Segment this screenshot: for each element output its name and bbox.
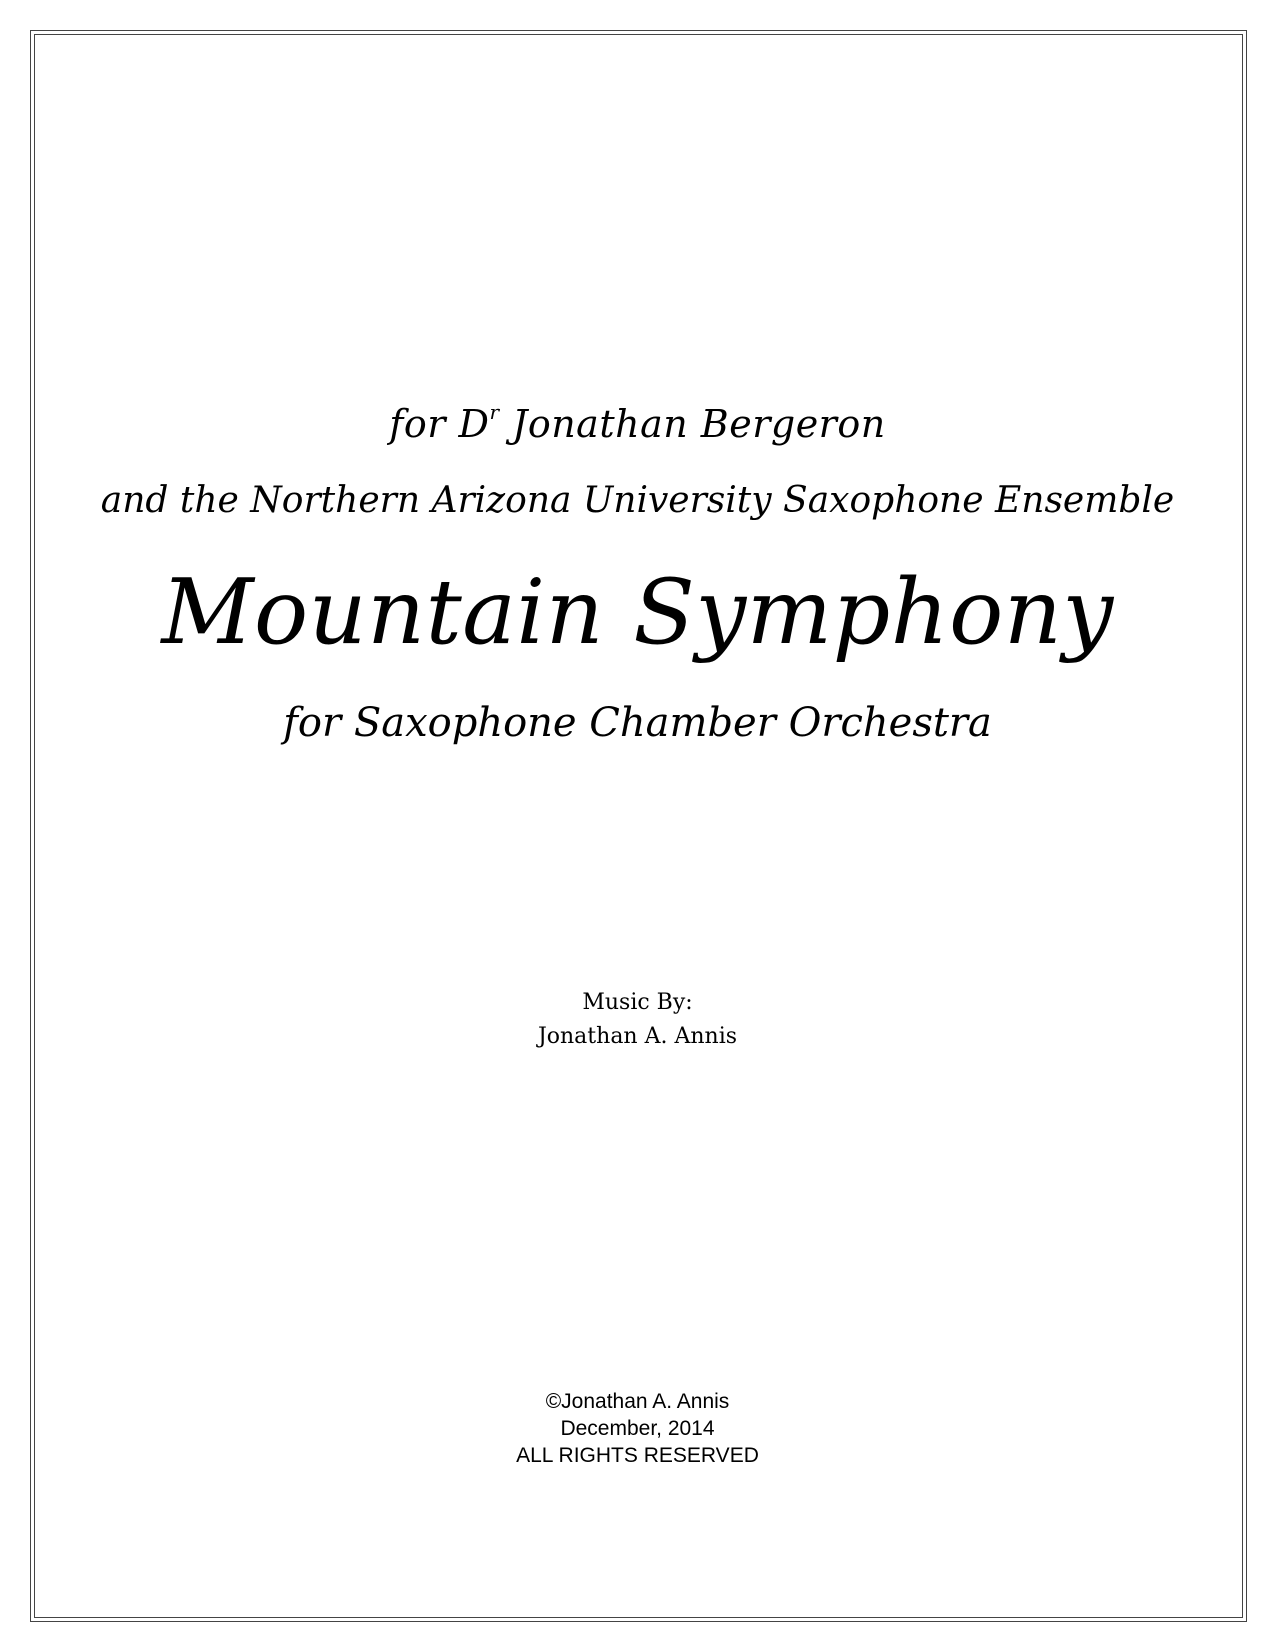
- dedication-line-1: [0, 402, 1275, 446]
- dedication-line-2: and the Northern Arizona University Saxophone Ensemble: [100, 480, 1175, 521]
- music-by-label: Music By:: [582, 990, 693, 1015]
- page-border-inner: [34, 34, 1243, 1618]
- publication-date: December, 2014: [560, 1417, 715, 1440]
- page-title: Mountain Symphony: [161, 560, 1114, 665]
- dedication-superscript: r: [489, 400, 500, 424]
- dedication-name: Jonathan Bergeron: [499, 402, 886, 446]
- page-subtitle: for Saxophone Chamber Orchestra: [283, 700, 992, 746]
- dedication-prefix: for D: [389, 402, 490, 446]
- copyright-notice: ©Jonathan A. Annis: [545, 1390, 730, 1413]
- composer-name: Jonathan A. Annis: [537, 1024, 738, 1049]
- rights-statement: ALL RIGHTS RESERVED: [516, 1444, 759, 1467]
